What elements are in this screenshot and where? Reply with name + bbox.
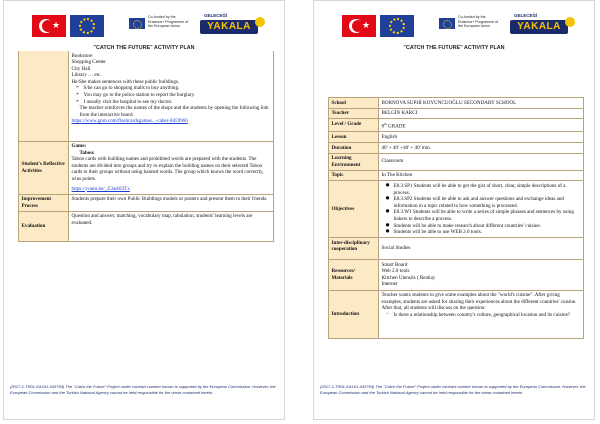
game-name: Taboo: [79, 149, 95, 156]
activity-content-cell [69, 51, 274, 141]
bullet-icon: ● [385, 222, 390, 228]
list-item: Library … etc. [71, 72, 102, 79]
topic-value: In The Kitchen [379, 170, 584, 181]
bullet-icon: ● [385, 209, 390, 215]
table-row-school [329, 98, 584, 109]
lesson-value: English [379, 132, 584, 143]
interdisciplinary-value: Social Studies [379, 238, 584, 260]
reinforce-text: The teacher reinforces the names of the shops and the students by opening the following link from the interactive board. [79, 105, 269, 118]
table-row [19, 51, 274, 141]
environment-value: Classroom [379, 153, 584, 170]
logo-bar [4, 13, 284, 41]
list-item: Kitchen Utensils ( Realia) [381, 274, 435, 281]
flashcard-link[interactable]: https://www.gnm.com/flashcardsgames...-caber-8459966 [71, 118, 188, 125]
objective-item: ● Students will be able to use WEB 2.0 tools. [382, 229, 581, 236]
eu-flag-icon [380, 15, 414, 37]
bullet-icon: ● [385, 182, 390, 188]
resources-content [379, 260, 584, 290]
arrow-bullet-icon: ➢ [75, 85, 80, 91]
lesson-label: Lesson [329, 132, 379, 143]
interdisciplinary-label: Inter-disciplinary cooperation [329, 238, 379, 260]
school-label: School [329, 98, 379, 109]
topic-label: Topic [329, 170, 379, 181]
sentence-item: ➢ I usually visit the hospital to see my doctor. [72, 99, 271, 106]
improvement-content: Students prepare their own Public Buildings models or posters and present them to their friends. [69, 194, 274, 211]
table-row-environment [329, 153, 584, 170]
table-row-interdisciplinary [329, 238, 584, 260]
table-row-teacher [329, 108, 584, 119]
bullet-icon: ● [385, 229, 390, 235]
instruction-text: He/She makes sentences with these public buildings. [71, 78, 180, 85]
objective-item: ● Students will be able to make research about different countries' cuisine. [382, 223, 581, 230]
table-row-topic [329, 170, 584, 181]
list-item: Internet [381, 281, 398, 288]
project-logo-top: GELECEĞİ [204, 13, 228, 18]
table-row-lesson [329, 132, 584, 143]
evaluation-label: Evaluation [19, 211, 69, 241]
table-row-objectives [329, 181, 584, 238]
table-row-introduction [329, 290, 584, 338]
table-row-improvement [19, 194, 274, 211]
game-title: Game: [71, 143, 87, 150]
improvement-label: Improvement Process [19, 194, 69, 211]
arrow-bullet-icon: ➢ [75, 98, 80, 104]
left-page [3, 0, 285, 420]
eu-flag-icon [70, 15, 104, 37]
resources-label: Resources/ Materials [329, 260, 379, 290]
evaluation-content: Question and answer, matching, vocabulary map, tabulation, students' learning levels are evaluated. [69, 211, 274, 241]
introduction-question: – Is there a relationship between country's culture, geographical location and its cuisine? [382, 312, 581, 319]
objective-item: ● E8.3.W1 Students will be able to write a series of simple phrases and sentences by using linkers to describe a process. [382, 209, 581, 222]
duration-label: Duration [329, 143, 379, 154]
right-page [313, 0, 595, 420]
list-item: City Hall [71, 65, 91, 72]
project-logo [200, 13, 262, 39]
turkey-flag-icon: ★ [32, 15, 66, 37]
school-value: BORNOVA SUPHİ KOYUNCUOĞLU SECONDARY SCHOOL [379, 98, 584, 109]
video-link[interactable]: https://youtu.be/_Z3as8J3Tx [71, 185, 130, 192]
turkey-flag-icon: ★ [342, 15, 376, 37]
empty-label-cell [19, 51, 69, 141]
grade-value: 8th GRADE [379, 119, 584, 132]
cofunded-text: Co-funded by the Erasmus+ Programme of the European Union [458, 15, 499, 29]
project-logo-main: YAKALA [200, 20, 258, 34]
project-logo-top: GELECEĞİ [514, 13, 538, 18]
duration-value: 40' + 40' +40' + 40' min. [379, 143, 584, 154]
reflective-label: Student's Reflective Activities [19, 141, 69, 194]
erasmus-cofunded-logo [129, 15, 189, 39]
list-item: Web 2.0 tools [381, 268, 410, 275]
cofunded-text: Co-funded by the Erasmus+ Programme of the European Union [148, 15, 189, 29]
sentence-item: ➢ You may go to the police station to report the burglary. [72, 92, 271, 99]
environment-label: Learning Environment [329, 153, 379, 170]
teacher-value: BELGİN KARCI [379, 108, 584, 119]
introduction-text: Teacher wants students to give some examples about the "world's cuisine". After giving examples, students are asked for sharing their experiences about the different countries' cuisine. After that, all students will discuss on the question: [381, 292, 577, 312]
game-description: Taboo cards with building names and prohibited words are prepared with the students. The students are divided into groups and try to explain the building names on their selected Taboo cards to their groups without using banned words. The group which knows the word correctly, wins points. [71, 156, 264, 182]
table-row-resources [329, 260, 584, 290]
footer-disclaimer: (2017-1-TR01-KA101-043784) The "Catch the Future" Project under contract number known is supported by the European Commission. However, the European Commission and the Turkish National Agency cannot be held responsible for the views contained herein. [10, 384, 276, 396]
plan-title: "CATCH THE FUTURE" ACTIVITY PLAN [93, 45, 195, 51]
dash-bullet-icon: – [386, 311, 389, 317]
project-logo [510, 13, 572, 39]
objectives-content [379, 181, 584, 238]
list-item: Shopping Center [71, 59, 106, 66]
objective-item: ● E8.3.SP2 Students will be able to ask and answer questions and exchange ideas and information in a topic related to how something is processed. [382, 196, 581, 209]
logo-bar [314, 13, 594, 41]
bullet-icon: ● [385, 196, 390, 202]
activity-plan-table-continued [18, 51, 274, 242]
table-row-duration [329, 143, 584, 154]
objective-item: ● E8.3.SP1 Students will be able to get the gist of short, clear, simple descriptions of a process. [382, 183, 581, 196]
introduction-label: Introduction [329, 290, 379, 338]
table-row-reflective [19, 141, 274, 194]
sentence-item: ➢ S/he can go to shopping malls to buy anything. [72, 85, 271, 92]
grade-label: Level / Grade [329, 119, 379, 132]
plan-title: "CATCH THE FUTURE" ACTIVITY PLAN [403, 45, 505, 51]
reflective-content [69, 141, 274, 194]
arrow-bullet-icon: ➢ [75, 92, 80, 98]
objectives-label: Objectives [329, 181, 379, 238]
activity-plan-table [328, 97, 584, 339]
project-logo-main: YAKALA [510, 20, 568, 34]
list-item: Smart Board [381, 261, 408, 268]
list-item: Bookstore [71, 52, 93, 59]
table-row-grade [329, 119, 584, 132]
teacher-label: Teacher [329, 108, 379, 119]
footer-disclaimer: (2017-1-TR01-KA101-043784) The "Catch the Future" Project under contract number known is supported by the European Commission. However, the European Commission and the Turkish National Agency cannot be held responsible for the views contained herein. [320, 384, 586, 396]
erasmus-cofunded-logo [439, 15, 499, 39]
table-row-evaluation [19, 211, 274, 241]
introduction-content [379, 290, 584, 338]
